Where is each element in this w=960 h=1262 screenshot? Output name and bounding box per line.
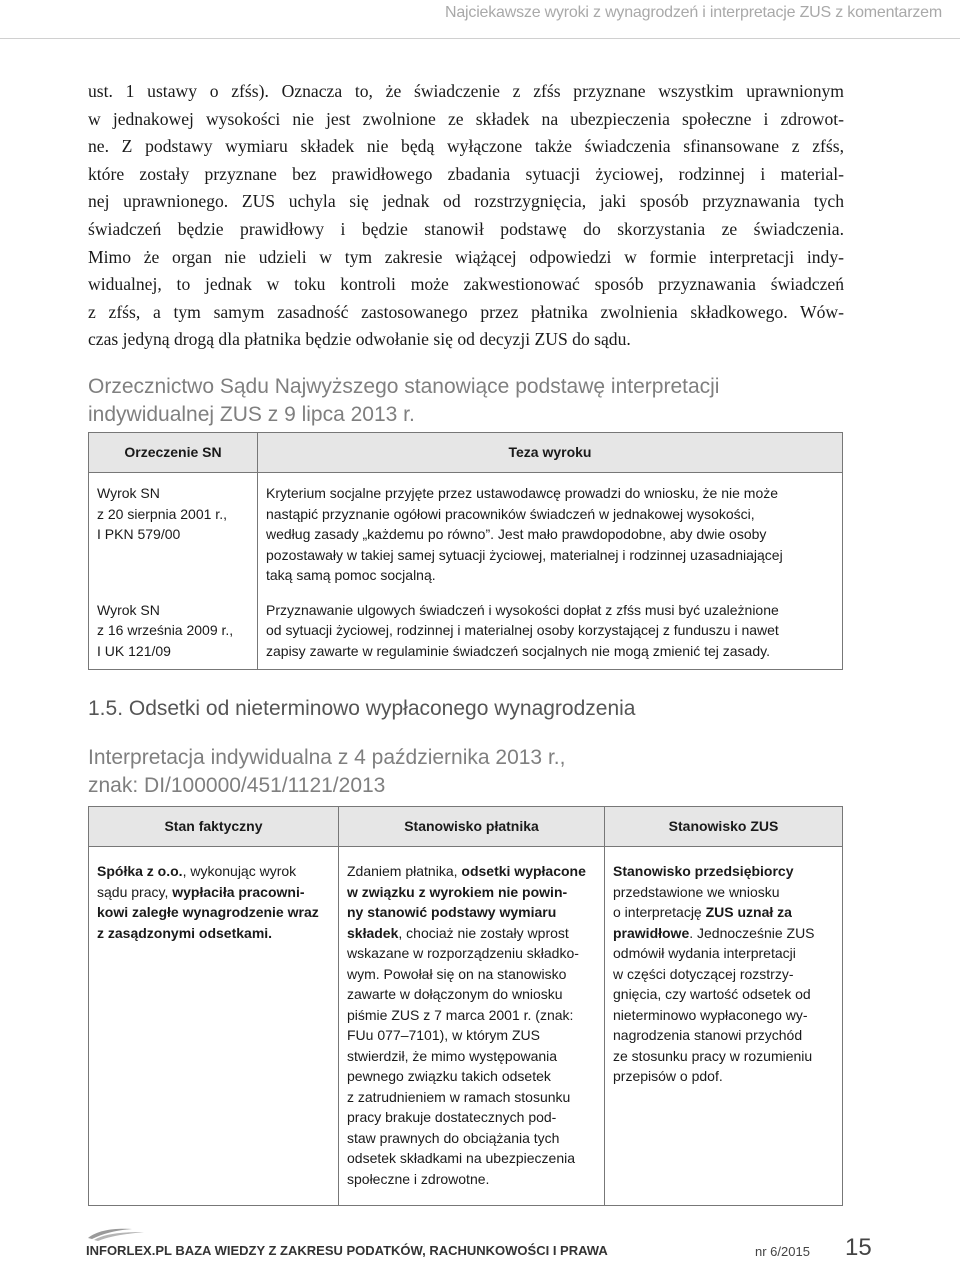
inforlex-logo-icon (86, 1226, 150, 1242)
cell-line (347, 882, 596, 903)
body-line: Mimo że organ nie udzieli w tym zakresie wiążącej odpowiedzi w formie interpretacji indy- (88, 246, 844, 267)
text: odmówił wydania interpretacji (613, 945, 796, 961)
thesis-line: nastąpić przyznanie ogółowi pracowników świadczeń w jednakowej wysokości, (266, 505, 755, 522)
footer-issue: nr 6/2015 (755, 1244, 810, 1259)
cell-line (613, 923, 834, 944)
body-line: czas jedyną drogą dla płatnika będzie odwołanie się od decyzji ZUS do sądu. (88, 329, 631, 350)
cell-line (347, 1148, 596, 1169)
text: przedstawione we wniosku (613, 883, 780, 900)
body-paragraph-lines (88, 78, 844, 354)
bold-text: prawidłowe (613, 924, 690, 941)
cell-line (613, 1046, 834, 1067)
ruling-line: z 20 sierpnia 2001 r., (97, 505, 227, 522)
text: społeczne i zdrowotne. (347, 1170, 490, 1187)
orzecznictwo-heading-line1: Orzecznictwo Sądu Najwyższego stanowiące podstawę interpretacji (88, 375, 720, 398)
text: ze stosunku pracy w rozumieniu (613, 1047, 813, 1064)
text: pewnego związku takich odsetek (347, 1068, 551, 1084)
ruling-cell (89, 593, 258, 670)
sn-table-row (89, 593, 843, 670)
text: wskazane w rozporządzeniu składko- (347, 945, 579, 961)
cell-line (613, 964, 834, 985)
header-stan-faktyczny: Stan faktyczny (89, 807, 339, 847)
text: nagrodzenia stanowi przychód (613, 1027, 803, 1043)
cell-line (97, 902, 330, 923)
bold-text: kowi zaległe wynagrodzenie wraz (97, 904, 319, 920)
text: pracy brakuje dostatecznych pod- (347, 1109, 557, 1125)
bold-text: Spółka z o.o. (97, 863, 183, 879)
text: wym. Powołał się on na stanowisko (347, 965, 567, 982)
thesis-line: Przyznawanie ulgowych świadczeń i wysokości dopłat z zfśs musi być uzależnione (266, 601, 779, 618)
cell-line (613, 984, 834, 1005)
text: przepisów o pdof. (613, 1068, 723, 1084)
cell-line (347, 984, 596, 1005)
thesis-line: od sytuacji życiowej, rodzinnej i materialnej osoby korzystającej z funduszu i nawet (266, 622, 779, 638)
body-line: nej uprawnionego. ZUS uchyla się jednak od rozstrzygnięcia, jaki sposób przyznawania tych (88, 191, 844, 212)
header-stanowisko-zus: Stanowisko ZUS (605, 807, 843, 847)
header-divider (0, 38, 960, 39)
cell-line (97, 861, 330, 882)
cell-line (347, 964, 596, 985)
cell-line (97, 923, 330, 944)
cell-line (347, 1025, 596, 1046)
text: odsetek składkami na ubezpieczenia (347, 1150, 576, 1166)
thesis-line: taką samą pomoc socjalną. (266, 567, 436, 583)
cell-line (347, 1066, 596, 1087)
interpretacja-heading-line2: znak: DI/100000/451/1121/2013 (88, 774, 386, 797)
ruling-line: z 16 września 2009 r., (97, 622, 234, 638)
sn-table-body (89, 473, 843, 670)
orzecznictwo-heading-line2: indywidualnej ZUS z 9 lipca 2013 r. (88, 403, 415, 426)
text: stwierdził, że mimo występowania (347, 1047, 558, 1064)
bold-text: składek (347, 924, 399, 941)
interpretation-table-header-row (89, 807, 843, 847)
interpretacja-heading (88, 744, 868, 800)
running-head: Najciekawsze wyroki z wynagrodzeń i interpretacje ZUS z komentarzem (444, 4, 942, 21)
text: . Jednocześnie ZUS (689, 924, 815, 941)
stanowisko-zus-cell (605, 847, 843, 1206)
cell-line (613, 902, 834, 923)
interpretation-table-row (89, 847, 843, 1206)
text: zawarte w dołączonym do wniosku (347, 986, 563, 1002)
cell-line (347, 1107, 596, 1128)
cell-line (347, 861, 596, 882)
bold-text: Stanowisko przedsiębiorcy (613, 863, 794, 879)
sn-header-thesis: Teza wyroku (258, 433, 843, 473)
ruling-cell (89, 473, 258, 593)
text: sądu pracy, (97, 883, 173, 900)
cell-line (613, 1005, 834, 1026)
thesis-cell (258, 593, 843, 670)
text: w części dotyczącej rozstrzy- (613, 965, 794, 982)
sn-table-row (89, 473, 843, 593)
cell-line (347, 1087, 596, 1108)
sn-header-ruling: Orzeczenie SN (89, 433, 258, 473)
sn-table-header-row (89, 433, 843, 473)
text: FUu 077–7101), w którym ZUS (347, 1027, 540, 1043)
body-line: widualnej, to jednak w toku kontroli może zakwestionować sposób przyznawania świadczeń (88, 274, 844, 295)
thesis-line: pozostawały w takiej samej sytuacji życiowej, materialnej i rodzinnej uzasadniającej (266, 546, 783, 563)
cell-line (97, 882, 330, 903)
subsection-title: 1.5. Odsetki od nieterminowo wypłaconego wynagrodzenia (88, 697, 636, 720)
body-line: z zfśs, a tym samym zasadność zastosowanego przez płatnika zwolnienia składkowego. Wów- (88, 301, 844, 322)
text: nieterminowo wypłaconego wy- (613, 1006, 808, 1023)
cell-line (347, 1169, 596, 1190)
ruling-line: Wyrok SN (97, 485, 160, 501)
cell-line (347, 1046, 596, 1067)
text: Zdaniem płatnika, (347, 863, 462, 879)
cell-line (613, 1066, 834, 1087)
header-stanowisko-platnika: Stanowisko płatnika (339, 807, 605, 847)
text: z zatrudnieniem w ramach stosunku (347, 1088, 571, 1105)
footer-brand: INFORLEX.PL (86, 1243, 172, 1258)
body-line: które zostały przyznane bez prawidłowego zbadania sytuacji życiowej, rodzinnej i material- (88, 163, 844, 184)
text: , wykonując wyrok (182, 863, 297, 879)
text: gnięcia, czy wartość odsetek od (613, 986, 811, 1002)
footer-tagline-block (86, 1243, 608, 1258)
thesis-line: Kryterium socjalne przyjęte przez ustawodawcę prowadzi do wniosku, że nie może (266, 485, 779, 501)
sn-rulings-table (88, 432, 843, 670)
bold-text: w związku z wyrokiem nie powin- (347, 883, 568, 900)
cell-line (613, 943, 834, 964)
cell-line (347, 943, 596, 964)
body-line: ne. Z podstawy wymiaru składek nie będą wyłączone także świadczenia sfinansowane z zfśs, (88, 136, 844, 157)
body-paragraph (88, 78, 844, 354)
cell-line (613, 1025, 834, 1046)
bold-text: wypłaciła pracowni- (172, 883, 305, 900)
bold-text: ZUS uznał za (705, 904, 792, 920)
thesis-cell (258, 473, 843, 593)
ruling-line: Wyrok SN (97, 601, 160, 618)
ruling-line: I PKN 579/00 (97, 526, 181, 542)
thesis-line: według zasady „każdemu po równo”. Jest mało prawdopodobne, aby dwie osoby (266, 526, 767, 542)
text: o interpretację (613, 904, 706, 920)
orzecznictwo-heading (88, 373, 868, 429)
cell-line (613, 861, 834, 882)
body-line: w jednakowej wysokości nie jest zwolnione ze składek na ubezpieczenia społeczne i zdrowot- (88, 108, 844, 129)
thesis-line: zapisy zawarte w regulaminie świadczeń socjalnych nie mogą zmienić tej zasady. (266, 642, 770, 659)
cell-line (347, 923, 596, 944)
bold-text: odsetki wypłacone (461, 863, 586, 879)
ruling-line: I UK 121/09 (97, 642, 171, 659)
cell-line (347, 1005, 596, 1026)
interpretation-table (88, 806, 843, 1206)
cell-line (613, 882, 834, 903)
page-number: 15 (845, 1234, 872, 1261)
cell-line (347, 1128, 596, 1149)
text: piśmie ZUS z 7 marca 2001 r. (znak: (347, 1006, 574, 1023)
text: staw prawnych do obciążania tych (347, 1129, 560, 1146)
footer-tagline: BAZA WIEDZY Z ZAKRESU PODATKÓW, RACHUNKOWOŚCI I PRAWA (175, 1243, 608, 1258)
bold-text: ny stanowić podstawy wymiaru (347, 904, 557, 920)
interpretacja-heading-line1: Interpretacja indywidualna z 4 października 2013 r., (88, 746, 566, 769)
bold-text: z zasądzonymi odsetkami. (97, 924, 273, 941)
text: , chociaż nie zostały wprost (398, 924, 569, 941)
body-line: świadczeń będzie prawidłowy i będzie stanowił podstawę do skorzystania ze świadczenia. (88, 218, 844, 239)
stan-faktyczny-cell (89, 847, 339, 1206)
stanowisko-platnika-cell (339, 847, 605, 1206)
body-line: ust. 1 ustawy o zfśs). Oznacza to, że świadczenie z zfśs przyznane wszystkim uprawnionym (88, 81, 844, 101)
cell-line (347, 902, 596, 923)
